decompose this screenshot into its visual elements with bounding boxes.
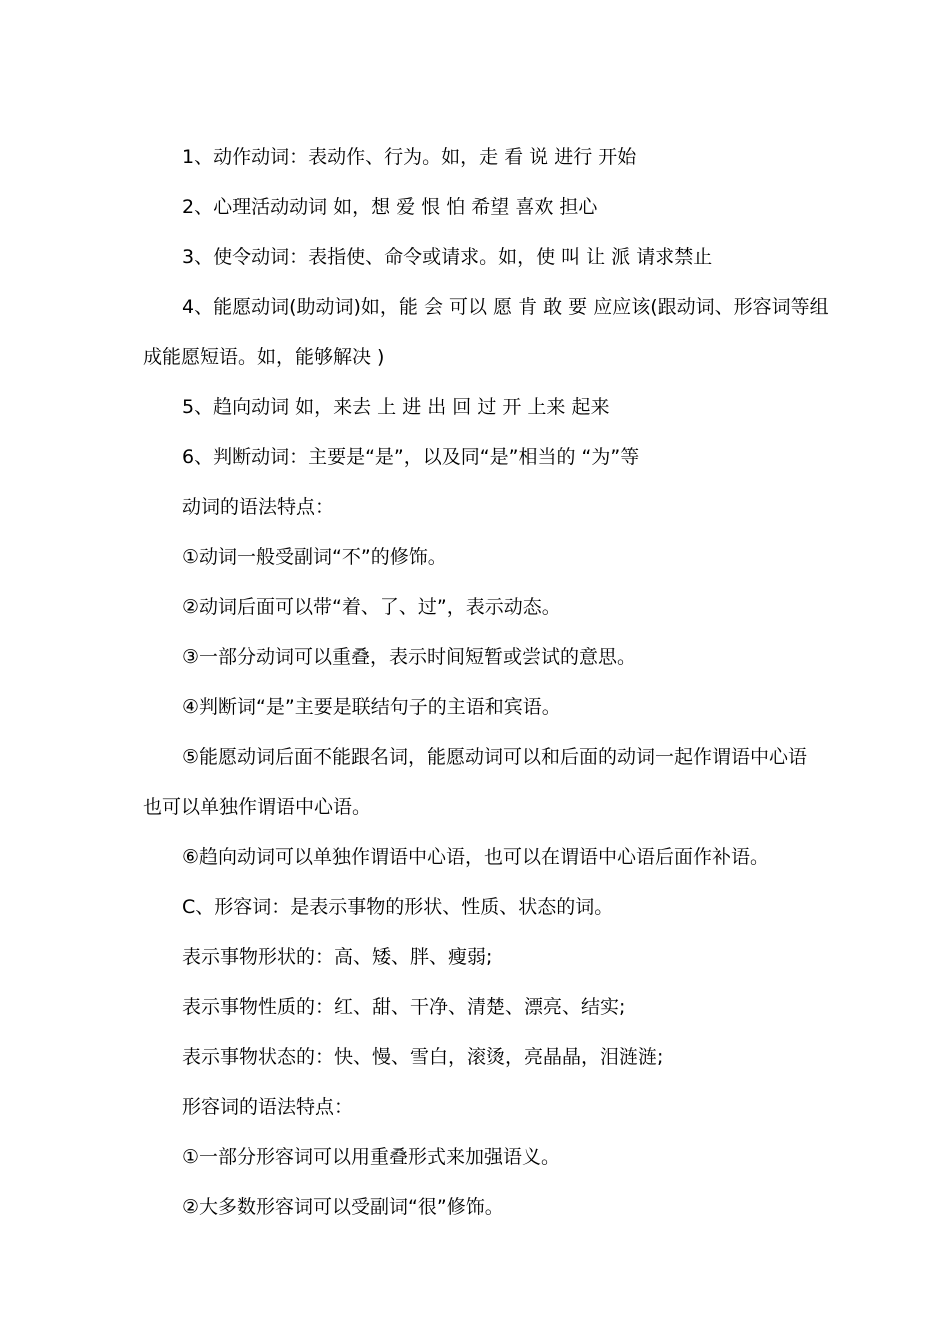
paragraph-line: 4、能愿动词(助动词)如，能 会 可以 愿 肯 敢 要 应应该(跟动词、形容词等组 — [182, 296, 829, 318]
list-item: ④判断词“是”主要是联结句子的主语和宾语。 — [182, 696, 561, 718]
section-heading: C、形容词：是表示事物的形状、性质、状态的词。 — [182, 896, 614, 918]
paragraph-line: 表示事物形状的：高、矮、胖、瘦弱; — [182, 946, 493, 968]
paragraph-line: 6、判断动词：主要是“是”，以及同“是”相当的 “为”等 — [182, 446, 640, 468]
paragraph-line: 5、趋向动词 如，来去 上 进 出 回 过 开 上来 起来 — [182, 396, 610, 418]
list-item: ①动词一般受副词“不”的修饰。 — [182, 546, 447, 568]
paragraph-line: 表示事物性质的：红、甜、干净、清楚、漂亮、结实; — [182, 996, 626, 1018]
list-item: ①一部分形容词可以用重叠形式来加强语义。 — [182, 1146, 561, 1168]
list-item: ⑤能愿动词后面不能跟名词，能愿动词可以和后面的动词一起作谓语中心语 — [182, 746, 808, 768]
paragraph-continuation-line: 成能愿短语。如，能够解决 ) — [143, 346, 385, 368]
paragraph-line: 3、使令动词：表指使、命令或请求。如，使 叫 让 派 请求禁止 — [182, 246, 713, 268]
paragraph-line: 表示事物状态的：快、慢、雪白，滚烫，亮晶晶，泪涟涟; — [182, 1046, 664, 1068]
paragraph-line: 1、动作动词：表动作、行为。如，走 看 说 进行 开始 — [182, 146, 637, 168]
list-item: ②动词后面可以带“着、了、过”，表示动态。 — [182, 596, 561, 618]
section-heading: 动词的语法特点： — [182, 496, 335, 518]
section-heading: 形容词的语法特点： — [182, 1096, 354, 1118]
paragraph-line: 2、心理活动动词 如，想 爱 恨 怕 希望 喜欢 担心 — [182, 196, 598, 218]
list-item: ⑥趋向动词可以单独作谓语中心语，也可以在谓语中心语后面作补语。 — [182, 846, 770, 868]
list-item-continuation: 也可以单独作谓语中心语。 — [143, 796, 372, 818]
document-body — [143, 132, 829, 1232]
list-item: ③一部分动词可以重叠，表示时间短暂或尝试的意思。 — [182, 646, 637, 668]
list-item: ②大多数形容词可以受副词“很”修饰。 — [182, 1196, 504, 1218]
